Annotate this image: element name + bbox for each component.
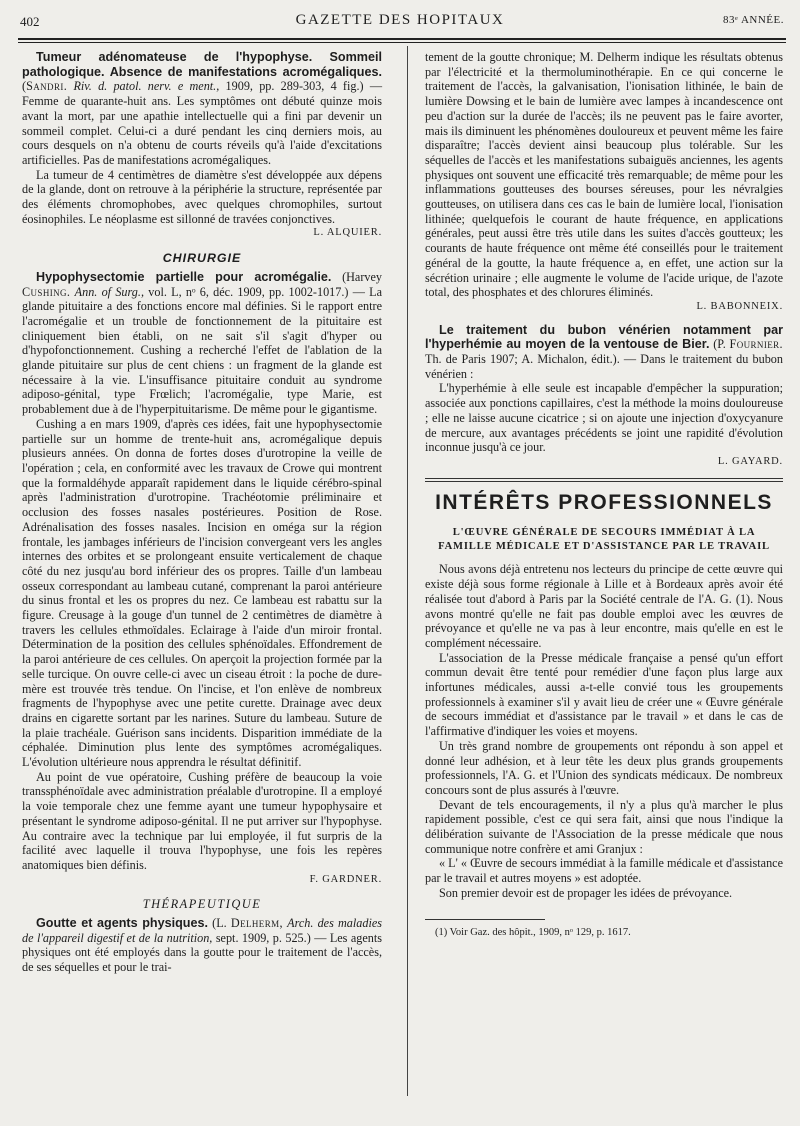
article-text: 1909, pp. 289-303, 4 fig.) — Femme de quarante-huit ans. Les symptômes ont débuté quinze mois avant la mort, par une apathie intellectuelle qui a fini par devenir un sommeil complet. Celui-ci a duré pendant les cinq derniers mois, au cours desquels on n'a obtenu de courts réveils qu'à l'aide d'excitations artificielles. Pas de manifestations acromégaliques. xyxy=(22,79,383,167)
body-paragraph: L'association de la Presse médicale française a pensé qu'un effort commun devait être tenté pour remédier d'une façon plus large aux infortunes médicales, aussi a-t-elle convié tous les groupements professionnels à examiner s'il y avait lieu de créer une « Œuvre générale de secours immédiat et d'assistance par le travail » et dans le cas de l'affirmative d'indiquer les voies et moyens. xyxy=(425,650,783,739)
body-paragraph: Son premier devoir est de propager les idées de prévoyance. xyxy=(439,885,733,900)
article-title: Le traitement du bubon vénérien notamment par l'hyperhémie au moyen de la ventouse de Bier. xyxy=(425,322,783,352)
article-paragraph: Au point de vue opératoire, Cushing préfère de beaucoup la voie transsphénoïdale avec administration préalable d'urotropine. Il a employé la voie temporale chez une femme ayant une tumeur hypophysaire et présentant le syndrome adiposo-génital. Il ne put arriver sur l'hypophyse. Au contraire avec la technique par lui employée, il fut surpris de la facilité avec laquelle il trouva l'hypophyse, une fois les repères anatomiques bien définis. xyxy=(22,769,382,872)
article-title: Hypophysectomie partielle pour acromégalie. xyxy=(36,269,332,284)
section-heading-therapeutique: THÉRAPEUTIQUE xyxy=(142,897,262,912)
section-heading-interets: INTÉRÊTS PROFESSIONNELS xyxy=(435,490,773,514)
body-paragraph: « L' « Œuvre de secours immédiat à la famille médicale et d'assistance par le travail et autres moyens » est adoptée. xyxy=(425,856,783,886)
article-journal: Riv. d. patol. nerv. e ment., xyxy=(73,79,220,94)
article-signature: L. GAYARD. xyxy=(717,455,783,467)
article-journal: Ann. of Surg., xyxy=(74,284,144,299)
article-signature: L. ALQUIER. xyxy=(313,227,382,239)
journal-title: GAZETTE DES HOPITAUX xyxy=(295,12,505,28)
article-text: Th. de Paris 1907; A. Michalon, édit.). — Dans le traitement du bubon vénérien : xyxy=(425,352,783,381)
article-signature: F. GARDNER. xyxy=(309,873,382,885)
article-text: sept. 1909, p. 525.) — Les agents physiques ont été employés dans la goutte pour le traitement de l'accès, de ses séquelles et pour le trai- xyxy=(22,930,382,975)
right-column xyxy=(425,50,783,940)
section-separator xyxy=(425,478,783,482)
article-journal: Arch. des maladies de l'appareil digestif et de la nutrition, xyxy=(22,916,382,945)
footnote-rule xyxy=(425,919,545,920)
article-hypophysectomie: Hypophysectomie partielle pour acromégalie. (Harvey Cushing. Ann. of Surg., vol. L, nᵒ 6, déc. 1909, pp. 1002-1017.) — La glande pituitaire a des fonctions encore mal définies. Si le rapport entre l'acromégalie et un trouble de fonctionnement de la pituitaire est cliniquement bien établi, on ne sait s'il s'agit d'hyper ou d'hypofonctionnement. Cushing a recherché l'effet de l'ablation de la glande pituitaire sur plus de cent chiens : un fragment de la glande est nécessaire à la vie. L'insuffisance pituitaire conduit au syndrome adiposo-génital, type Frœlich; l'acromégalie, type Marie, est probablement due à de l'hyperpituitarisme. De même pour le gigantisme. xyxy=(22,269,383,417)
article-author: Fournier. xyxy=(729,337,783,352)
left-column xyxy=(22,50,382,975)
article-paragraph: Cushing a en mars 1909, d'après ces idées, fait une hypophysectomie partielle sur un homme de trente-huit ans, acromégalique depuis plusieurs années. On donna de fortes doses d'urotropine la veille de l'opération ; cela, en conformité avec les travaux de Crowe qui montrent que la formaldéhyde apparaît rapidement dans le liquide cérébro-spinal après l'administration d'urotropine. Trachéotomie préliminaire et occlusion des fosses nasales postérieures. Position de Rose. Adrénalisation des fosses nasales. Incision en oméga sur la région frontale, les jambages inférieurs de l'incision convergeant vers les angles internes des orbites et se prolongeant ensuite verticalement de chaque côté du nez jusqu'au bord inférieur des os propres. Taille d'un lambeau osseux correspondant au lambeau cutané, comprenant la paroi antérieure du sinus frontal et les os propres du nez. Ce lambeau est rabattu sur la figure. Creusage à la gouge d'un tunnel de 2 centimètres de diamètre à travers les cellules ethmoïdales. Eclairage à l'aide d'un miroir frontal. Détermination de la position des cellules sphénoïdales. Effondrement de la paroi antérieure de ces cellules. On aperçoit la projection formée par la selle turcique. On ouvre celle-ci avec un ciseau étroit : la poche de dure-mère est trouvée très tendue. On l'incise, et l'on enlève de nombreux fragments de l'hypophyse avec une petite curette. Drainage avec deux drains en cigarette sortant par les narines. Suture du lambeau. Suture de la plaie trachéale. Guérison sans incidents. Disparition immédiate de la céphalée. Diminution plus lente des symptômes acromégaliques. L'évolution ultérieure nous apprendra le résultat définitif. xyxy=(22,416,382,770)
article-signature: L. BABONNEIX. xyxy=(696,300,783,312)
column-divider xyxy=(407,46,408,1096)
page-number: 402 xyxy=(20,14,40,29)
article-bubon: Le traitement du bubon vénérien notamment par l'hyperhémie au moyen de la ventouse de Bier. (P. Fournier. Th. de Paris 1907; A. Michalon, édit.). — Dans le traitement du bubon vénérien : xyxy=(425,322,783,381)
article-author: Delherm, xyxy=(230,916,283,931)
footnote: (1) Voir Gaz. des hôpit., 1909, nᵒ 129, p. 1617. xyxy=(435,926,631,938)
article-paragraph: L'hyperhémie à elle seule est incapable d'empêcher la suppuration; associée aux ponctions capillaires, c'est la méthode la moins douloureuse ; elle ne laisse aucune cicatrice ; si on ajoute une injection d'oxycyanure de mercure, aux avantages précédents se joint une rapidité d'évolution inconnue jusqu'à ce jour. xyxy=(425,381,783,455)
article-author: Sandri. xyxy=(26,79,68,94)
article-goutte: Goutte et agents physiques. (L. Delherm, Arch. des maladies de l'appareil digestif et de la nutrition, sept. 1909, p. 525.) — Les agents physiques ont été employés dans la goutte pour le traitement de l'accès, de ses séquelles et pour le trai- xyxy=(22,916,382,975)
article-paragraph: La tumeur de 4 centimètres de diamètre s'est développée aux dépens de la glande, dont on retrouve à la périphérie la structure, représentée par des éléments chromophobes, avec quelques chromophiles, surtout éosinophiles. Le néoplasme est sillonné de travées conjonctives. xyxy=(22,167,382,226)
article-author: Cushing. xyxy=(22,284,71,299)
body-paragraph: Nous avons déjà entretenu nos lecteurs du principe de cette œuvre qui existe déjà sous forme régionale à Lille et à Bordeaux après avoir été réalisée tout d'abord à Paris par la Société centrale de l'A. G. (1). Nous avons montré qu'elle ne fait pas double emploi avec les œuvres de prévoyance et qu'elle ne va pas à leur encontre, mais qu'elle en est le complément nécessaire. xyxy=(425,562,783,650)
page-header xyxy=(0,0,800,36)
article-text: vol. L, nᵒ 6, déc. 1909, pp. 1002-1017.) — La glande pituitaire a des fonctions encore mal définies. Si le rapport entre l'acromégalie et un trouble de fonctionnement de la pituitaire est cliniquement bien établi, on ne sait s'il s'agit d'hyper ou d'hypofonctionnement. Cushing a recherché l'effet de l'ablation de la glande pituitaire sur plus de cent chiens : un fragment de la glande est nécessaire à la vie. L'insuffisance pituitaire conduit au syndrome adiposo-génital, type Frœlich; l'acromégalie, type Marie, est probablement due à de l'hyperpituitarisme. De même pour le gigantisme. xyxy=(22,284,383,417)
article-title: Tumeur adénomateuse de l'hypophyse. Sommeil pathologique. Absence de manifestations acromégaliques. xyxy=(22,50,382,79)
body-paragraph: Devant de tels encouragements, il n'y a plus qu'à marcher le plus rapidement possible, c'est ce qui sera fait, ainsi que nous l'indique la délibération suivante de l'Association de la presse médicale que nous communique notre confrère et ami Granjux : xyxy=(425,797,783,856)
article-title: Goutte et agents physiques. xyxy=(36,916,209,931)
body-paragraph: Un très grand nombre de groupements ont répondu à son appel et donné leur adhésion, et à leur tête les deux plus grands groupements professionnels, l'A. G. et l'Union des syndicats médicaux. De nombreux concours sont de plus assurés à l'œuvre. xyxy=(425,738,783,797)
article-tumeur: Tumeur adénomateuse de l'hypophyse. Sommeil pathologique. Absence de manifestations acromégaliques. (Sandri. Riv. d. patol. nerv. e ment., 1909, pp. 289-303, 4 fig.) — Femme de quarante-huit ans. Les symptômes ont débuté quinze mois avant la mort, par une apathie intellectuelle qui a fini par devenir un sommeil complet. Celui-ci a duré pendant les cinq derniers mois, au cours desquels on n'a obtenu de courts réveils qu'à l'aide d'excitations artificielles. Pas de manifestations acromégaliques. xyxy=(22,50,383,167)
section-heading-chirurgie: CHIRURGIE xyxy=(162,251,242,266)
subsection-heading: L'ŒUVRE GÉNÉRALE DE SECOURS IMMÉDIAT À LA FAMILLE MÉDICALE ET D'ASSISTANCE PAR LE TRAVAIL xyxy=(438,527,770,553)
header-rule xyxy=(18,38,786,43)
article-continuation: tement de la goutte chronique; M. Delherm indique les résultats obtenus par l'électricité et la thermoluminothérapie. En ce qui concerne le traitement de l'accès, la galvanisation, l'ionisation lithinée, le bain de lumière Dowsing et le bain de lumière avec lampes à incandescence ont peu d'action sur la durée de l'accès; ils ne peuvent pas le faire avorter, mais ils diminuent les phénomènes douloureux et peuvent même les faire disparaître; l'accès devient ainsi beaucoup plus tolérable. Sur les séquelles de l'accès et les manifestations subaiguës anciennes, les agents physiques ont souvent une efficacité très remarquable; de même pour les inflammations goutteuses des bourses séreuses, pour les névralgies goutteuses, on utilisera dans ces cas le bain de lumière local, l'ionisation lithinée; quelquefois le courant de haute fréquence, en applications générales, peut aussi être très utile dans les suites d'accès goutteux; les courants de haute fréquence ont même été conseillés pour le traitement général de la goutte, la haute fréquence a, en effet, une action sur la sécrétion urinaire ; elle augmente le volume de l'acide urique, de l'azote total, des phosphates et des chlorures éliminés. xyxy=(425,50,783,300)
issue-year: 83ᵉ ANNÉE. xyxy=(723,14,784,26)
